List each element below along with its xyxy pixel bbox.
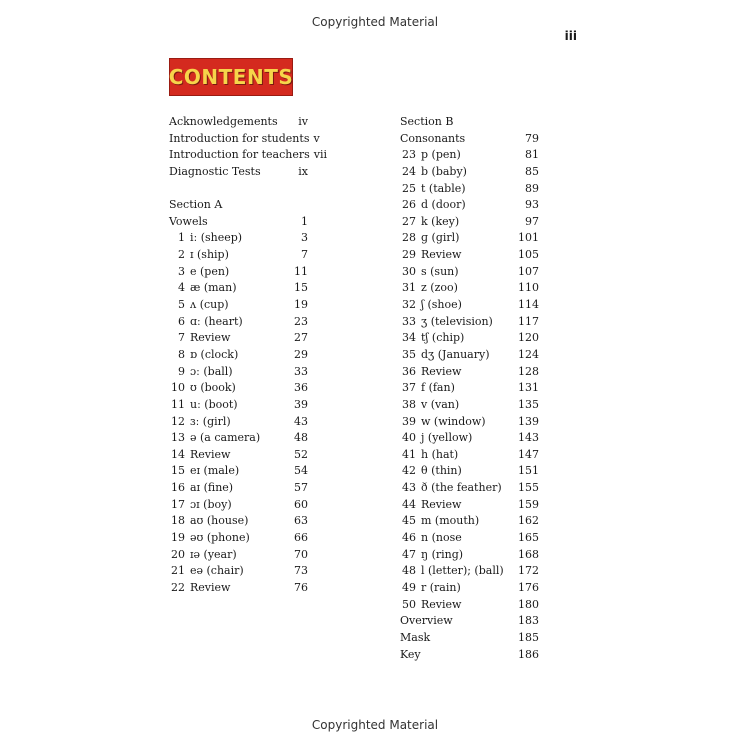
toc-entry-label: v (van) [421,397,460,411]
toc-entry [400,530,539,547]
toc-entry-number: 49 [402,580,416,594]
toc-entry [169,547,308,564]
toc-entry-label: Review [190,580,231,594]
toc-entry-page: vii [313,148,328,162]
toc-entry [400,380,539,397]
toc-entry-page: 131 [518,381,539,395]
toc-entry [400,280,539,297]
toc-entry [169,480,308,497]
contents-title: CONTENTS [168,65,294,89]
toc-entry [400,247,539,264]
toc-entry-label: Introduction for teachers [169,148,310,162]
toc-entry-number: 27 [402,214,416,228]
toc-entry-label: ə (a camera) [190,431,261,445]
toc-entry-label: eə (chair) [190,564,244,578]
toc-entry-number: 21 [171,564,185,578]
toc-entry-page: 105 [518,248,539,262]
toc-entry-label: Diagnostic Tests [169,164,261,178]
toc-entry-number: 11 [171,397,185,411]
toc-entry-page: 66 [294,531,308,545]
toc-entry-number: 37 [402,381,416,395]
toc-entry [400,197,539,214]
toc-entry-label: ɪ (ship) [190,248,229,262]
toc-entry [400,214,539,231]
toc-entry [169,330,308,347]
toc-entry-page [535,114,539,131]
contents-column-right [400,114,539,663]
toc-entry-page: 15 [294,281,308,295]
toc-entry-label: k (key) [421,214,460,228]
toc-entry-page: 159 [518,497,539,511]
toc-entry-label: Overview [400,614,453,628]
toc-entry-page: 139 [518,414,539,428]
toc-entry-page: 168 [518,547,539,561]
toc-entry-label: iː (sheep) [190,231,243,245]
toc-entry-label: p (pen) [421,148,461,162]
toc-entry-label: r (rain) [421,580,461,594]
toc-entry-label: aʊ (house) [190,514,249,528]
toc-entry-page: 57 [294,481,308,495]
toc-entry-label: Acknowledgements [169,115,278,128]
toc-entry-label: uː (boot) [190,397,238,411]
toc-entry-page: 101 [518,231,539,245]
toc-entry-label: z (zoo) [421,281,458,295]
toc-entry-label: θ (thin) [421,464,462,478]
toc-entry-label: Section B [400,115,454,128]
toc-entry [400,297,539,314]
toc-entry [400,597,539,614]
toc-entry-label: Vowels [169,214,208,228]
toc-entry-label: æ (man) [190,281,237,295]
toc-entry-page: 155 [518,481,539,495]
toc-entry-label: dʒ (January) [421,347,490,361]
toc-entry-label: t (table) [421,181,466,195]
toc-entry [400,547,539,564]
toc-entry-page: 3 [301,231,308,245]
copyright-footer: Copyrighted Material [311,718,439,732]
toc-entry-label: s (sun) [421,264,459,278]
toc-entry-label: ð (the feather) [421,481,502,495]
toc-entry-label: ɑː (heart) [190,314,243,328]
toc-entry [400,181,539,198]
toc-entry-number: 46 [402,531,416,545]
toc-entry-page: 27 [294,331,308,345]
toc-entry [400,580,539,597]
toc-entry [169,147,328,164]
toc-entry [169,297,308,314]
toc-entry-page: 93 [525,198,539,212]
toc-entry-label: Review [190,331,231,345]
toc-entry-number: 7 [178,331,185,345]
toc-entry-label: ʌ (cup) [190,298,229,312]
toc-entry-number: 47 [402,547,416,561]
toc-entry [400,630,539,647]
toc-entry [400,513,539,530]
toc-entry-page: 11 [294,264,308,278]
contents-title-box [169,58,293,96]
toc-entry-label: ʃ (shoe) [421,298,462,312]
toc-entry-page: 23 [294,314,308,328]
toc-entry-page: 7 [301,248,308,262]
toc-entry-number: 24 [402,164,416,178]
toc-entry-page: 89 [525,181,539,195]
toc-entry [169,131,320,148]
toc-entry [169,214,308,231]
toc-entry-number: 26 [402,198,416,212]
toc-entry-label: Review [421,364,462,378]
toc-entry-label [169,181,304,198]
toc-entry-number: 36 [402,364,416,378]
toc-entry-label: h (hat) [421,447,459,461]
toc-entry-number: 25 [402,181,416,195]
toc-entry-number: 6 [178,314,185,328]
toc-entry-page: 33 [294,364,308,378]
toc-entry-page: 180 [518,597,539,611]
toc-entry-page: 19 [294,298,308,312]
toc-entry-page: 176 [518,580,539,594]
toc-entry-label: Consonants [400,131,466,145]
toc-entry [169,264,308,281]
toc-entry-label: f (fan) [421,381,455,395]
toc-entry-page: 60 [294,497,308,511]
toc-entry-number: 15 [171,464,185,478]
toc-entry-number: 34 [402,331,416,345]
contents-column-left [169,114,328,597]
toc-entry [169,230,308,247]
toc-entry-number: 8 [178,347,185,361]
toc-entry-page: 107 [518,264,539,278]
toc-entry-label: ŋ (ring) [421,547,464,561]
toc-entry-label: Mask [400,630,431,644]
toc-entry [400,314,539,331]
toc-entry-label: ʊ (book) [190,381,236,395]
toc-entry-label: j (yellow) [421,431,473,445]
toc-entry-label: tʃ (chip) [421,331,465,345]
toc-entry-page: 48 [294,431,308,445]
toc-entry-number: 38 [402,397,416,411]
toc-entry-number: 22 [171,580,185,594]
toc-entry-number: 28 [402,231,416,245]
toc-entry-number: 13 [171,431,185,445]
toc-entry-page: v [313,131,320,145]
toc-entry [169,513,308,530]
toc-entry-page: 151 [518,464,539,478]
toc-entry [400,147,539,164]
toc-entry-page: iv [298,115,308,128]
toc-entry-number: 44 [402,497,416,511]
toc-entry-number: 20 [171,547,185,561]
toc-entry-label: w (window) [421,414,486,428]
toc-entry-number: 43 [402,481,416,495]
toc-entry-number: 35 [402,347,416,361]
toc-entry-label: Review [421,248,462,262]
toc-entry [169,197,308,214]
toc-entry-label: ɔɪ (boy) [190,497,232,511]
toc-entry-page: 79 [525,131,539,145]
toc-entry-label: b (baby) [421,164,467,178]
toc-entry-page: 76 [294,580,308,594]
toc-entry-number: 5 [178,298,185,312]
toc-entry-label: ɔː (ball) [190,364,233,378]
toc-entry-page [304,181,308,198]
toc-entry [400,364,539,381]
toc-entry-label: əʊ (phone) [190,531,250,545]
toc-entry-page: 54 [294,464,308,478]
toc-entry-number: 42 [402,464,416,478]
toc-entry-label: n (nose [421,531,462,545]
toc-entry [169,463,308,480]
toc-entry-page: 172 [518,564,539,578]
toc-entry [400,164,539,181]
toc-entry-page: 128 [518,364,539,378]
toc-entry [400,414,539,431]
toc-entry [169,247,308,264]
toc-entry [400,463,539,480]
toc-entry-page: 120 [518,331,539,345]
toc-entry [169,364,308,381]
page-number: iii [564,29,577,43]
toc-entry-number: 9 [178,364,185,378]
toc-entry-page: 1 [301,214,308,228]
toc-entry-number: 31 [402,281,416,295]
toc-entry [400,330,539,347]
toc-entry-label: d (door) [421,198,466,212]
toc-entry-page: 70 [294,547,308,561]
copyright-header: Copyrighted Material [311,15,439,29]
toc-entry-page: 162 [518,514,539,528]
toc-entry-number: 23 [402,148,416,162]
toc-entry-label: ɪə (year) [190,547,237,561]
toc-entry-number: 3 [178,264,185,278]
toc-entry [169,314,308,331]
toc-entry-label: ʒ (television) [421,314,493,328]
toc-entry-page: ix [298,164,308,178]
toc-entry [400,397,539,414]
toc-entry-page: 36 [294,381,308,395]
toc-entry-page: 185 [518,630,539,644]
toc-entry [400,563,539,580]
toc-entry-number: 40 [402,431,416,445]
toc-entry-label: Key [400,647,421,661]
toc-entry-label: aɪ (fine) [190,481,234,495]
toc-entry-page: 43 [294,414,308,428]
toc-entry-page: 110 [518,281,539,295]
toc-entry-page: 143 [518,431,539,445]
toc-entry-page: 73 [294,564,308,578]
toc-entry-number: 16 [171,481,185,495]
toc-entry-label: m (mouth) [421,514,480,528]
toc-entry-number: 17 [171,497,185,511]
toc-entry-page: 147 [518,447,539,461]
toc-entry-number: 32 [402,298,416,312]
toc-entry-number: 48 [402,564,416,578]
toc-entry [169,280,308,297]
toc-entry [169,164,308,181]
toc-entry [169,497,308,514]
toc-entry [400,264,539,281]
toc-entry [400,131,539,148]
toc-entry-number: 18 [171,514,185,528]
toc-entry [169,563,308,580]
toc-entry-label: Review [421,497,462,511]
toc-entry-label: l (letter); (ball) [421,564,504,578]
toc-entry [400,114,539,131]
toc-entry-label: Section A [169,198,223,212]
toc-entry [169,530,308,547]
toc-entry-number: 29 [402,248,416,262]
toc-entry-label: ɡ (girl) [421,231,460,245]
toc-entry [169,430,308,447]
toc-entry [400,447,539,464]
toc-entry-number: 41 [402,447,416,461]
toc-entry-label: e (pen) [190,264,230,278]
toc-entry [169,414,308,431]
toc-entry [169,380,308,397]
toc-entry-number: 45 [402,514,416,528]
toc-entry-page: 52 [294,447,308,461]
toc-entry-number: 33 [402,314,416,328]
toc-entry [169,397,308,414]
toc-entry-number: 50 [402,597,416,611]
toc-entry-label: Review [421,597,462,611]
toc-entry-number: 14 [171,447,185,461]
toc-entry-page: 124 [518,347,539,361]
toc-entry-number: 1 [178,231,185,245]
toc-entry [169,347,308,364]
toc-entry-label: ɒ (clock) [190,347,239,361]
toc-entry-number: 4 [178,281,185,295]
toc-entry-number: 2 [178,248,185,262]
toc-entry-page: 97 [525,214,539,228]
toc-entry-page: 135 [518,397,539,411]
toc-entry-number: 12 [171,414,185,428]
toc-entry-number: 19 [171,531,185,545]
toc-entry-label: Review [190,447,231,461]
toc-entry-page: 85 [525,164,539,178]
toc-entry [169,114,308,131]
toc-entry [400,497,539,514]
toc-entry-label: Introduction for students [169,131,310,145]
toc-entry [400,613,539,630]
toc-entry-label: ɜː (girl) [190,414,231,428]
toc-entry-number: 10 [171,381,185,395]
toc-entry [169,580,308,597]
toc-entry-page: 39 [294,397,308,411]
toc-entry [400,430,539,447]
toc-entry-page: 186 [518,647,539,661]
toc-entry [169,181,308,198]
toc-entry [400,647,539,664]
toc-entry-page: 114 [518,298,539,312]
toc-entry-label: eɪ (male) [190,464,240,478]
toc-entry-page: 165 [518,531,539,545]
toc-entry [400,480,539,497]
toc-entry [169,447,308,464]
toc-entry-page: 63 [294,514,308,528]
toc-entry-page: 29 [294,347,308,361]
toc-entry-page: 117 [518,314,539,328]
toc-entry-page: 183 [518,614,539,628]
toc-entry-number: 30 [402,264,416,278]
toc-entry [400,230,539,247]
toc-entry [400,347,539,364]
toc-entry-page [304,197,308,214]
toc-entry-number: 39 [402,414,416,428]
toc-entry-page: 81 [525,148,539,162]
